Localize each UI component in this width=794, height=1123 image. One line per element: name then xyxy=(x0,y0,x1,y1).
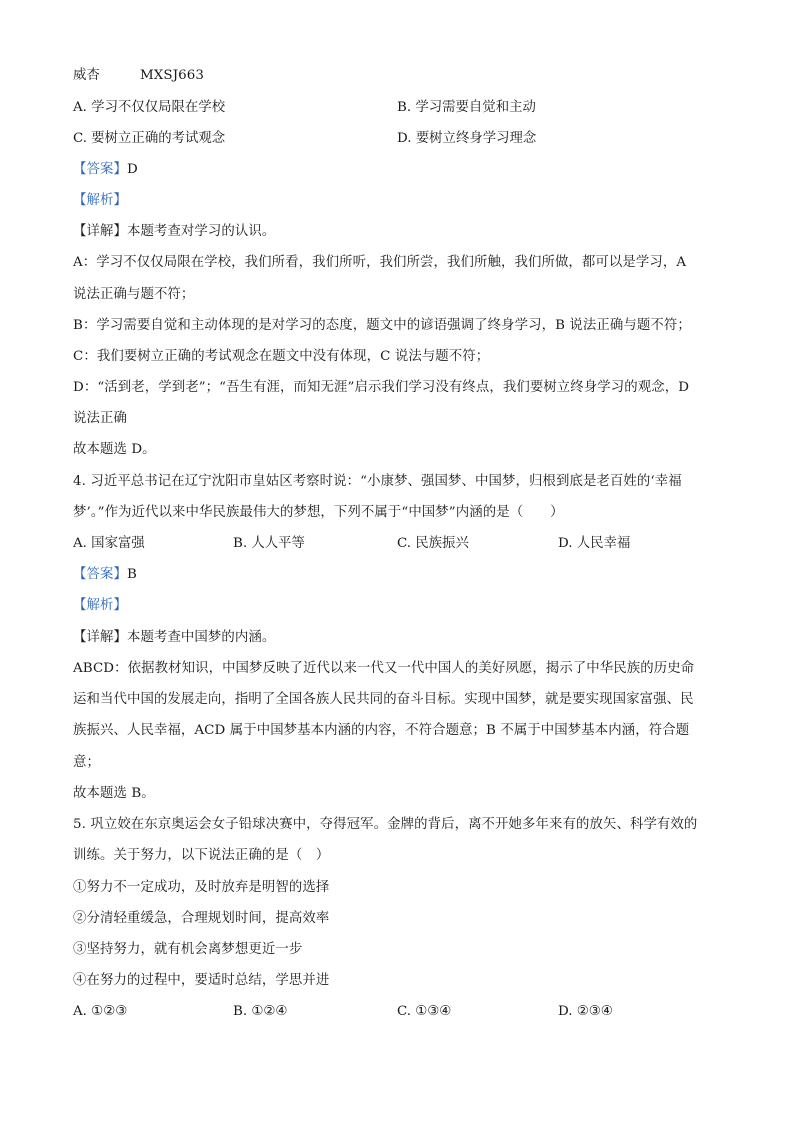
q4-option-a: A. 国家富强 xyxy=(73,536,145,551)
detail-tag: 【详解】 xyxy=(73,630,127,645)
answer-tag: 【答案】 xyxy=(73,567,127,582)
q3-option-a: A. 学习不仅仅局限在学校 xyxy=(73,100,226,115)
q4-line: 族振兴、人民幸福，ACD 属于中国梦基本内涵的内容，不符合题意；B 不属于中国梦基本内涵，符合题 xyxy=(73,723,690,738)
q3-line: 说法正确与题不符； xyxy=(73,287,195,302)
q3-line: C：我们要树立正确的考试观念在题文中没有体现，C 说法与题不符； xyxy=(73,349,490,364)
detail-text: 本题考查中国梦的内涵。 xyxy=(126,630,276,645)
q4-option-b: B. 人人平等 xyxy=(233,536,305,551)
q5-option-d: D. ②③④ xyxy=(558,1004,613,1019)
detail-text: 本题考查对学习的认识。 xyxy=(126,224,276,239)
q4-stem: 梦’。”作为近代以来中华民族最伟大的梦想，下列不属于“中国梦”内涵的是（ ） xyxy=(73,505,564,520)
q3-analysis-tag: 【解析】 xyxy=(73,193,127,208)
q3-line: D：“活到老，学到老”；“吾生有涯，而知无涯”启示我们学习没有终点，我们要树立终身学习的观念，D xyxy=(73,380,690,395)
q5-statement: ②分清轻重缓急，合理规划时间，提高效率 xyxy=(73,911,330,926)
q3-option-b: B. 学习需要自觉和主动 xyxy=(397,100,536,115)
detail-tag: 【详解】 xyxy=(73,224,127,239)
q3-line: A：学习不仅仅局限在学校，我们所看，我们所听，我们所尝，我们所触，我们所做，都可以是学习，A xyxy=(73,255,687,270)
header-code: MXSJ663 xyxy=(139,68,205,83)
q5-statement: ④在努力的过程中，要适时总结，学思并进 xyxy=(73,973,330,988)
q3-answer xyxy=(73,161,138,179)
q4-line: 故本题选 B。 xyxy=(73,786,155,801)
q5-option-b: B. ①②④ xyxy=(233,1004,288,1019)
answer-value: D xyxy=(126,162,138,177)
q3-line: B：学习需要自觉和主动体现的是对学习的态度，题文中的谚语强调了终身学习，B 说法正确与题不符； xyxy=(73,318,691,333)
q4-answer xyxy=(73,566,137,584)
q5-option-c: C. ①③④ xyxy=(397,1004,452,1019)
page-header xyxy=(73,67,204,85)
answer-tag: 【答案】 xyxy=(73,162,127,177)
q3-line: 故本题选 D。 xyxy=(73,442,156,457)
q4-option-d: D. 人民幸福 xyxy=(558,536,631,551)
q4-analysis-tag: 【解析】 xyxy=(73,598,127,613)
answer-value: B xyxy=(126,567,137,582)
header-left: 威杏 xyxy=(73,68,100,83)
q4-option-c: C. 民族振兴 xyxy=(397,536,469,551)
q4-line: ABCD：依据教材知识，中国梦反映了近代以来一代又一代中国人的美好夙愿，揭示了中华民族的历史命 xyxy=(73,661,695,676)
q4-line: 意； xyxy=(73,755,100,770)
q3-detail xyxy=(73,223,275,241)
q3-option-c: C. 要树立正确的考试观念 xyxy=(73,131,226,146)
q4-stem: 4. 习近平总书记在辽宁沈阳市皇姑区考察时说：“小康梦、强国梦、中国梦，归根到底是老百姓的‘幸福 xyxy=(73,474,682,489)
q5-statement: ③坚持努力，就有机会离梦想更近一步 xyxy=(73,942,303,957)
q5-option-a: A. ①②③ xyxy=(73,1004,128,1019)
q3-line: 说法正确 xyxy=(73,411,127,426)
q3-option-d: D. 要树立终身学习理念 xyxy=(397,131,537,146)
q4-detail xyxy=(73,629,275,647)
q4-line: 运和当代中国的发展走向，指明了全国各族人民共同的奋斗目标。实现中国梦，就是要实现国家富强、民 xyxy=(73,692,694,707)
q5-statement: ①努力不一定成功，及时放弃是明智的选择 xyxy=(73,880,330,895)
q5-stem: 训练。关于努力，以下说法正确的是（ ） xyxy=(73,848,330,863)
q5-stem: 5. 巩立姣在东京奥运会女子铅球决赛中，夺得冠军。金牌的背后，离不开她多年来有的放矢、科学有效的 xyxy=(73,817,698,832)
